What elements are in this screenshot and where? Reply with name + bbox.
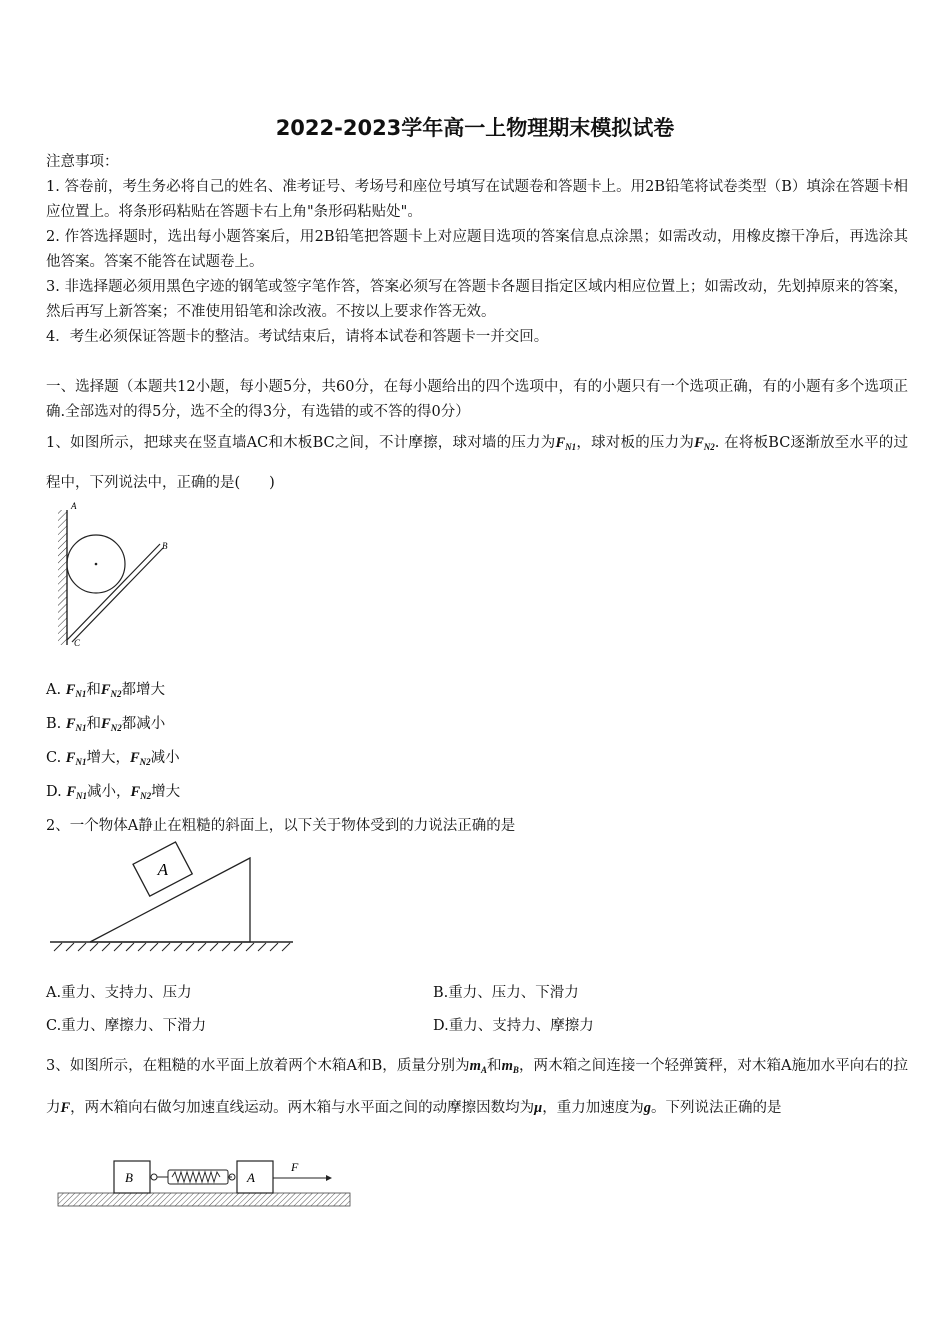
wall-hatch — [58, 510, 67, 645]
block-a — [133, 842, 192, 896]
force-arrowhead — [326, 1175, 332, 1181]
question-2-option-c[interactable]: C.重力、摩擦力、下滑力 — [46, 1018, 207, 1034]
box-b-label: B — [125, 1170, 133, 1185]
section-heading: 一、选择题（本题共12小题，每小题5分，共60分，在每小题给出的四个选项中，有的小题只有一个选项正确，有的小题有多个选项正确.全部选对的得5分，选不全的得3分，有选错的或不答的得0分） — [46, 379, 908, 420]
notice-item-4: 4．考生必须保证答题卡的整洁。考试结束后，请将本试卷和答题卡一并交回。 — [46, 329, 549, 345]
label-b: B — [162, 541, 168, 551]
floor — [58, 1193, 350, 1206]
question-2-option-a[interactable]: A.重力、支持力、压力 — [46, 985, 192, 1001]
block-a-label: A — [157, 860, 169, 880]
spring-coil — [172, 1172, 220, 1182]
notice-item-3: 3. 非选择题必须用黑色字迹的钢笔或签字笔作答，答案必须写在答题卡各题目指定区域内相应位置上；如需改动，先划掉原来的答案，然后再写上新答案；不准使用铅笔和涂改液。不按以上要求作答无效。 — [46, 279, 908, 320]
spring-scale — [168, 1170, 228, 1184]
question-1-stem: 1、如图所示，把球夹在竖直墙AC和木板BC之间，不计摩擦，球对墙的压力为$F_{N1}$，球对板的压力为$F_{N2}$. 在将板BC逐渐放至水平的过程中，下列说法中，正确的是( ) — [46, 435, 909, 491]
hook-b — [151, 1174, 157, 1180]
notice-item-1: 1. 答卷前，考生务必将自己的姓名、准考证号、考场号和座位号填写在试题卷和答题卡上。用2B铅笔将试卷类型（B）填涂在答题卡相应位置上。将条形码粘贴在答题卡右上角"条形码粘贴处"。 — [46, 179, 908, 220]
question-1-option-c[interactable]: C. $F_{N1}$增大，$F_{N2}$减小 — [46, 750, 180, 767]
ground-hatch — [54, 943, 290, 951]
box-a-label: A — [247, 1170, 255, 1185]
question-2-stem: 2、一个物体A静止在粗糙的斜面上，以下关于物体受到的力说法正确的是 — [46, 818, 516, 834]
question-3-stem: 3、如图所示，在粗糙的水平面上放着两个木箱A和B，质量分别为$m_A$和$m_B$，两木箱之间连接一个轻弹簧秤，对木箱A施加水平向右的拉力F，两木箱向右做匀加速直线运动。两木箱与水平面之间的动摩擦因数均为μ，重力加速度为g。下列说法正确的是 — [46, 1058, 908, 1116]
question-1-option-b[interactable]: B. $F_{N1}$和$F_{N2}$都减小 — [46, 716, 166, 733]
question-2-option-b[interactable]: B.重力、压力、下滑力 — [433, 985, 579, 1001]
board-bc — [67, 544, 160, 640]
question-1-figure — [50, 500, 190, 650]
ball-center — [95, 563, 98, 566]
question-1-option-a[interactable]: A. $F_{N1}$和$F_{N2}$都增大 — [46, 682, 166, 699]
label-a: A — [71, 501, 77, 511]
question-2-option-d[interactable]: D.重力、支持力、摩擦力 — [433, 1018, 594, 1034]
board-bc-edge — [72, 548, 163, 642]
box-a — [237, 1161, 273, 1193]
question-1-option-d[interactable]: D. $F_{N1}$减小，$F_{N2}$增大 — [46, 784, 181, 801]
notice-heading: 注意事项： — [46, 154, 119, 170]
notice-item-2: 2. 作答选择题时，选出每小题答案后，用2B铅笔把答题卡上对应题目选项的答案信息点涂黑；如需改动，用橡皮擦干净后，再选涂其他答案。答案不能答在试题卷上。 — [46, 229, 908, 270]
question-2-figure — [50, 852, 295, 957]
page-title: 2022-2023学年高一上物理期末模拟试卷 — [275, 116, 675, 140]
force-label: F — [291, 1160, 299, 1174]
label-c: C — [74, 638, 81, 648]
question-3-figure — [56, 1155, 356, 1210]
